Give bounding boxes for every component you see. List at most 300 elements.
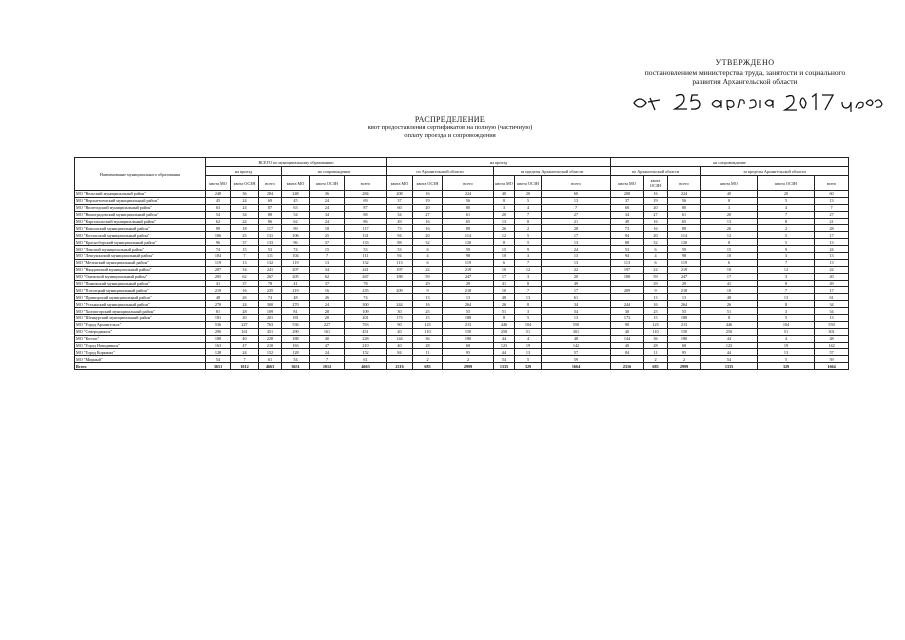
quota-cell: 44: [494, 335, 515, 342]
quota-cell: 34: [387, 211, 413, 218]
quota-cell: 49: [387, 218, 413, 225]
quota-cell: 2: [515, 225, 542, 232]
quota-cell: 300: [259, 301, 282, 308]
quota-cell: 20: [758, 191, 815, 198]
header-col-mo: квота МО: [494, 176, 515, 191]
quota-cell: 3: [758, 273, 815, 280]
quota-cell: 152: [345, 349, 387, 356]
quota-cell: 150: [668, 328, 701, 335]
quota-cell: 29: [644, 280, 668, 287]
approval-caption: УТВЕРЖДЕНО: [715, 58, 775, 67]
quota-cell: 301: [815, 328, 849, 335]
quota-cell: 40: [494, 191, 515, 198]
quota-cell: 65: [443, 218, 494, 225]
quota-cell: 20: [644, 232, 668, 239]
header-col-sum: всего: [259, 176, 282, 191]
quota-cell: 40: [387, 342, 413, 349]
quota-cell: 536: [282, 321, 310, 328]
quota-cell: 181: [206, 315, 231, 322]
quota-cell: 224: [443, 191, 494, 198]
quota-cell: 40: [387, 328, 413, 335]
quota-cell: 250: [701, 328, 758, 335]
quota-cell: 24: [815, 246, 849, 253]
quota-cell: 270: [282, 301, 310, 308]
quota-cell: 683: [413, 363, 443, 370]
header-col-oszn: квота ОСЗН: [413, 176, 443, 191]
quota-cell: 25: [413, 308, 443, 315]
quota-cell: 131: [345, 232, 387, 239]
quota-cell: 209: [611, 287, 644, 294]
quota-cell: 40: [701, 191, 758, 198]
quota-cell: 24: [310, 204, 345, 211]
quota-cell: 1664: [542, 363, 611, 370]
quota-cell: 54: [206, 356, 231, 363]
quota-cell: 22: [815, 266, 849, 273]
quota-cell: 329: [515, 363, 542, 370]
quota-cell: 8: [758, 301, 815, 308]
quota-cell: 86: [345, 218, 387, 225]
quota-cell: 32: [644, 239, 668, 246]
quota-cell: 208: [611, 191, 644, 198]
quota-cell: 144: [387, 335, 413, 342]
quota-cell: 2316: [611, 363, 644, 370]
quota-cell: 27: [413, 211, 443, 218]
quota-cell: 201: [345, 315, 387, 322]
quota-cell: 117: [259, 225, 282, 232]
quota-cell: 24: [542, 246, 611, 253]
quota-cell: 60: [815, 191, 849, 198]
header-escort-out-region: за пределы Архангельской области: [701, 167, 849, 176]
table-row: [75, 328, 849, 335]
quota-cell: 123: [494, 342, 515, 349]
quota-cell: 21: [815, 218, 849, 225]
quota-cell: 5: [758, 197, 815, 204]
quota-cell: 28: [542, 225, 611, 232]
quota-cell: 536: [206, 321, 231, 328]
quota-cell: 37: [310, 239, 345, 246]
quota-cell: [611, 294, 644, 301]
quota-cell: 8: [515, 280, 542, 287]
quota-cell: 95: [668, 349, 701, 356]
quota-cell: 10: [494, 287, 515, 294]
municipality-name: МО "Каргопольский муниципальный район": [75, 218, 206, 225]
quota-cell: 210: [259, 342, 282, 349]
quota-cell: 21: [542, 218, 611, 225]
quota-cell: 13: [515, 294, 542, 301]
header-travel-out-region: за пределы Архангельской области: [494, 167, 611, 176]
quota-cell: 250: [494, 328, 515, 335]
quota-table: [74, 157, 849, 370]
quota-cell: 247: [668, 273, 701, 280]
quota-cell: 40: [611, 342, 644, 349]
quota-cell: 119: [668, 259, 701, 266]
municipality-name: МО "Город Коряжма": [75, 349, 206, 356]
quota-cell: 213: [668, 321, 701, 328]
quota-cell: 20: [515, 191, 542, 198]
quota-cell: 550: [542, 321, 611, 328]
quota-cell: [611, 280, 644, 287]
quota-cell: 26: [310, 294, 345, 301]
quota-cell: 20: [310, 315, 345, 322]
header-col-oszn: квота ОСЗН: [644, 176, 668, 191]
handwritten-date-signature: [628, 86, 888, 119]
quota-cell: 4: [644, 253, 668, 260]
header-travel-in-region: по Архангельской области: [387, 167, 494, 176]
document-subtitle-1: квот предоставления сертификатов на полную (частичную): [367, 124, 533, 132]
quota-cell: 1335: [494, 363, 515, 370]
quota-cell: 290: [206, 328, 231, 335]
quota-cell: 207: [282, 266, 310, 273]
quota-cell: 2: [668, 356, 701, 363]
quota-cell: 188: [387, 273, 413, 280]
quota-cell: 106: [206, 232, 231, 239]
quota-cell: 73: [611, 225, 644, 232]
quota-cell: 95: [443, 349, 494, 356]
quota-cell: 48: [701, 294, 758, 301]
quota-cell: 17: [815, 287, 849, 294]
quota-cell: 13: [758, 349, 815, 356]
quota-cell: 224: [668, 191, 701, 198]
quota-cell: 8: [494, 239, 515, 246]
quota-cell: 34: [231, 266, 259, 273]
quota-cell: 53: [259, 246, 282, 253]
quota-cell: 9: [758, 246, 815, 253]
quota-cell: 60: [611, 204, 644, 211]
quota-cell: 290: [282, 328, 310, 335]
quota-cell: 13: [310, 259, 345, 266]
quota-cell: 57: [542, 349, 611, 356]
quota-cell: 78: [259, 280, 282, 287]
quota-cell: 20: [231, 315, 259, 322]
quota-cell: 5: [758, 239, 815, 246]
quota-cell: 161: [231, 328, 259, 335]
quota-cell: 98: [443, 253, 494, 260]
quota-cell: 4663: [345, 363, 387, 370]
quota-cell: 24: [231, 218, 259, 225]
quota-cell: 8: [701, 315, 758, 322]
quota-cell: 180: [668, 335, 701, 342]
header-col-mo: квота МО: [387, 176, 413, 191]
quota-cell: 20: [413, 232, 443, 239]
quota-cell: 109: [345, 308, 387, 315]
header-total-escort: на сопровождение: [282, 167, 387, 176]
quota-cell: 19: [758, 342, 815, 349]
municipality-name: МО "Вилегодский муниципальный район": [75, 204, 206, 211]
quota-cell: 16: [644, 225, 668, 232]
quota-cell: 267: [345, 273, 387, 280]
quota-cell: 4: [758, 335, 815, 342]
quota-cell: 763: [259, 321, 282, 328]
quota-cell: 69: [345, 197, 387, 204]
quota-cell: 13: [515, 349, 542, 356]
quota-cell: 20: [815, 273, 849, 280]
quota-cell: 24: [231, 349, 259, 356]
header-col-sum: всего: [345, 176, 387, 191]
handwritten-date-image: [628, 86, 888, 114]
quota-cell: 284: [259, 191, 282, 198]
quota-cell: 61: [345, 356, 387, 363]
quota-cell: 13: [542, 259, 611, 266]
quota-cell: 36: [231, 191, 259, 198]
quota-cell: 219: [443, 266, 494, 273]
quota-cell: 205: [206, 273, 231, 280]
quota-cell: 270: [206, 301, 231, 308]
quota-cell: 63: [206, 204, 231, 211]
quota-cell: 2: [413, 356, 443, 363]
quota-cell: 8: [758, 218, 815, 225]
quota-cell: 13: [542, 239, 611, 246]
quota-cell: 89: [668, 225, 701, 232]
quota-cell: 128: [206, 349, 231, 356]
quota-cell: 37: [231, 280, 259, 287]
quota-cell: 128: [282, 349, 310, 356]
municipality-name: МО "Красноборский муниципальный район": [75, 239, 206, 246]
quota-cell: 28: [231, 308, 259, 315]
quota-cell: 16: [644, 218, 668, 225]
quota-cell: 24: [310, 301, 345, 308]
quota-cell: 22: [644, 266, 668, 273]
quota-cell: 3: [515, 308, 542, 315]
header-col-oszn: квота ОСЗН: [758, 176, 815, 191]
quota-cell: 3: [515, 273, 542, 280]
municipality-name: МО "Устьянский муниципальный район": [75, 301, 206, 308]
quota-cell: 24: [310, 218, 345, 225]
table-row: [75, 266, 849, 273]
quota-cell: 13: [413, 294, 443, 301]
quota-cell: 28: [310, 308, 345, 315]
municipality-name: МО "Верхнетоемский муниципальный район": [75, 197, 206, 204]
quota-cell: 40: [231, 335, 259, 342]
quota-cell: 61: [259, 356, 282, 363]
quota-cell: 62: [282, 218, 310, 225]
quota-cell: 12: [701, 232, 758, 239]
quota-cell: 218: [443, 287, 494, 294]
quota-cell: 48: [494, 294, 515, 301]
quota-cell: 3: [515, 253, 542, 260]
quota-cell: 16: [413, 191, 443, 198]
quota-cell: 451: [345, 328, 387, 335]
quota-cell: 13: [542, 253, 611, 260]
quota-cell: 113: [387, 259, 413, 266]
quota-cell: 104: [515, 321, 542, 328]
quota-cell: 7: [515, 287, 542, 294]
quota-cell: 117: [345, 225, 387, 232]
quota-cell: 3651: [206, 363, 231, 370]
table-row: [75, 246, 849, 253]
quota-cell: 284: [345, 191, 387, 198]
quota-cell: 10: [701, 266, 758, 273]
quota-cell: 74: [282, 246, 310, 253]
quota-cell: 74: [259, 294, 282, 301]
quota-cell: 8: [515, 301, 542, 308]
quota-cell: 26: [231, 294, 259, 301]
table-row: [75, 211, 849, 218]
quota-cell: 37: [387, 197, 413, 204]
quota-cell: 80: [668, 204, 701, 211]
quota-cell: 188: [282, 335, 310, 342]
quota-cell: 13: [815, 259, 849, 266]
quota-cell: 53: [345, 246, 387, 253]
quota-cell: 13: [443, 294, 494, 301]
quota-cell: 20: [542, 273, 611, 280]
quota-cell: 81: [206, 308, 231, 315]
table-row: [75, 225, 849, 232]
quota-cell: 131: [259, 232, 282, 239]
quota-cell: 173: [611, 315, 644, 322]
quota-cell: 27: [542, 211, 611, 218]
quota-cell: 5: [515, 315, 542, 322]
quota-cell: 94: [387, 253, 413, 260]
quota-cell: 8: [494, 197, 515, 204]
quota-cell: 12: [515, 266, 542, 273]
quota-cell: 17: [815, 232, 849, 239]
quota-cell: 219: [206, 287, 231, 294]
municipality-name: МО "Котласский муниципальный район": [75, 232, 206, 239]
quota-cell: 7: [515, 211, 542, 218]
quota-cell: 19: [413, 197, 443, 204]
quota-cell: 9: [413, 287, 443, 294]
table-row: [75, 301, 849, 308]
quota-cell: 49: [542, 280, 611, 287]
quota-cell: 173: [387, 315, 413, 322]
quota-cell: 24: [231, 301, 259, 308]
quota-cell: 22: [413, 266, 443, 273]
quota-cell: 201: [259, 315, 282, 322]
quota-cell: 1335: [701, 363, 758, 370]
quota-cell: 11: [644, 349, 668, 356]
quota-cell: 150: [443, 328, 494, 335]
quota-cell: 54: [282, 356, 310, 363]
quota-cell: 99: [282, 225, 310, 232]
quota-cell: 80: [443, 204, 494, 211]
quota-cell: 6: [494, 259, 515, 266]
quota-cell: 7: [310, 253, 345, 260]
quota-cell: 133: [259, 239, 282, 246]
quota-cell: 15: [644, 315, 668, 322]
quota-cell: 6: [413, 246, 443, 253]
quota-cell: 5: [515, 197, 542, 204]
quota-cell: 62: [206, 218, 231, 225]
quota-cell: 54: [701, 356, 758, 363]
table-row: [75, 287, 849, 294]
quota-cell: 88: [611, 239, 644, 246]
table-row: [75, 356, 849, 363]
table-row: [75, 259, 849, 266]
quota-cell: 163: [282, 342, 310, 349]
quota-cell: 28: [644, 342, 668, 349]
quota-cell: 5: [515, 239, 542, 246]
quota-cell: 10: [701, 287, 758, 294]
quota-cell: 4: [758, 204, 815, 211]
quota-cell: 1012: [310, 363, 345, 370]
quota-cell: 244: [611, 301, 644, 308]
quota-cell: 24: [231, 204, 259, 211]
quota-cell: 34: [310, 266, 345, 273]
quota-cell: 27: [644, 211, 668, 218]
quota-cell: 446: [701, 321, 758, 328]
quota-cell: 45: [282, 197, 310, 204]
quota-cell: 550: [815, 321, 849, 328]
quota-cell: 181: [282, 315, 310, 322]
municipality-name: МО "Северодвинск": [75, 328, 206, 335]
quota-cell: 26: [701, 225, 758, 232]
quota-cell: 13: [668, 294, 701, 301]
quota-cell: 34: [611, 211, 644, 218]
quota-cell: 87: [259, 204, 282, 211]
quota-cell: 54: [542, 308, 611, 315]
quota-cell: 24: [231, 197, 259, 204]
quota-cell: 13: [815, 253, 849, 260]
quota-cell: 20: [494, 211, 515, 218]
quota-cell: 3: [758, 253, 815, 260]
header-total-travel: на проезд: [206, 167, 282, 176]
quota-cell: 120: [443, 239, 494, 246]
quota-cell: 104: [758, 321, 815, 328]
municipality-name: МО "Холмогорский муниципальный район": [75, 308, 206, 315]
quota-cell: 5: [758, 315, 815, 322]
quota-cell: 132: [345, 259, 387, 266]
quota-cell: 62: [310, 273, 345, 280]
quota-cell: 188: [206, 335, 231, 342]
quota-cell: 8: [701, 197, 758, 204]
quota-cell: 32: [413, 239, 443, 246]
quota-cell: 34: [815, 301, 849, 308]
quota-cell: 55: [443, 308, 494, 315]
quota-cell: 59: [668, 246, 701, 253]
quota-cell: 227: [231, 321, 259, 328]
quota-cell: 84: [611, 349, 644, 356]
quota-cell: 29: [413, 280, 443, 287]
quota-cell: 20: [644, 204, 668, 211]
quota-cell: 241: [345, 266, 387, 273]
quota-cell: 26: [494, 301, 515, 308]
header-col-mo: квота МО: [206, 176, 231, 191]
quota-cell: 10: [701, 253, 758, 260]
quota-cell: 20: [413, 204, 443, 211]
quota-cell: 4: [413, 253, 443, 260]
quota-cell: 13: [815, 315, 849, 322]
quota-cell: 24: [310, 197, 345, 204]
quota-cell: 68: [668, 342, 701, 349]
quota-cell: 218: [668, 287, 701, 294]
quota-cell: 59: [413, 273, 443, 280]
header-col-sum: всего: [815, 176, 849, 191]
quota-cell: 104: [282, 253, 310, 260]
quota-cell: 300: [345, 301, 387, 308]
quota-cell: 1012: [231, 363, 259, 370]
quota-cell: 87: [345, 204, 387, 211]
quota-cell: 19: [644, 197, 668, 204]
quota-cell: 210: [345, 342, 387, 349]
quota-cell: 81: [282, 308, 310, 315]
quota-cell: 2316: [387, 363, 413, 370]
quota-cell: 3: [494, 204, 515, 211]
quota-cell: 329: [758, 363, 815, 370]
quota-cell: 17: [701, 273, 758, 280]
quota-cell: 228: [345, 335, 387, 342]
quota-cell: 104: [206, 253, 231, 260]
quota-cell: 213: [443, 321, 494, 328]
quota-cell: 59: [644, 273, 668, 280]
quota-cell: 208: [387, 191, 413, 198]
quota-cell: 12: [758, 266, 815, 273]
quota-cell: 163: [206, 342, 231, 349]
quota-cell: 235: [259, 287, 282, 294]
quota-cell: 7: [758, 259, 815, 266]
quota-cell: 7: [310, 356, 345, 363]
quota-cell: 7: [231, 356, 259, 363]
quota-cell: 119: [206, 259, 231, 266]
